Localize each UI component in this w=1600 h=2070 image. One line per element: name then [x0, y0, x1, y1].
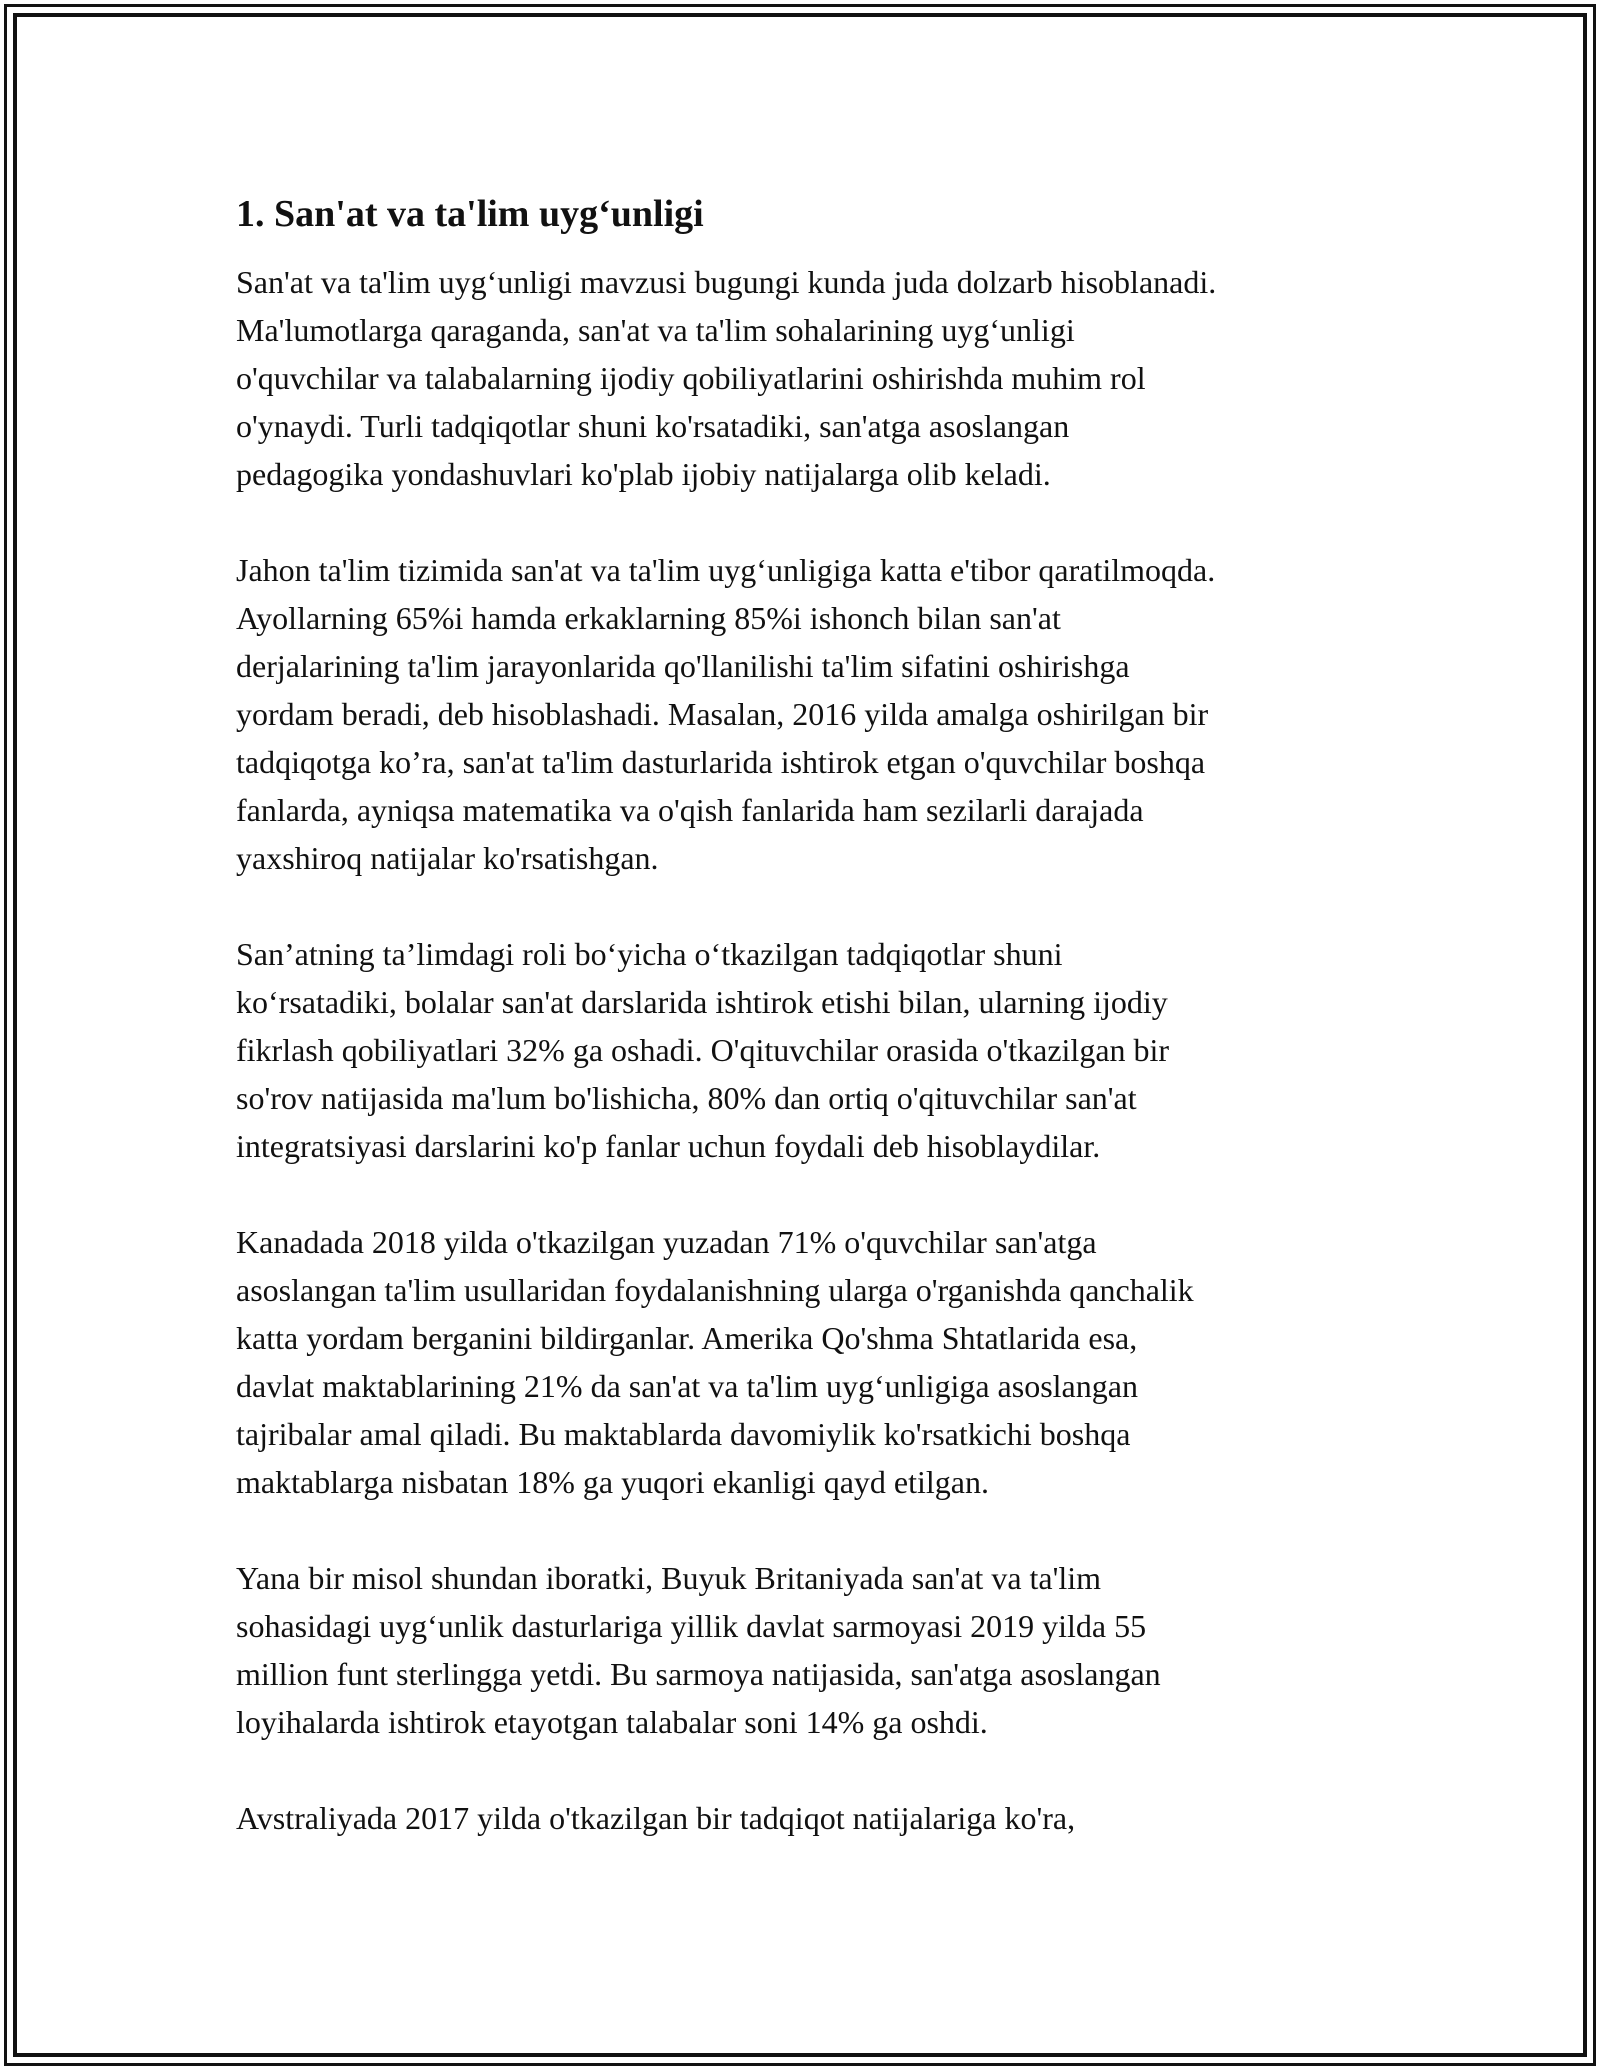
paragraph-line: Ayollarning 65%i hamda erkaklarning 85%i ishonch bilan san'at [236, 600, 1061, 636]
paragraph-line: katta yordam berganini bildirganlar. Amerika Qo'shma Shtatlarida esa, [236, 1320, 1138, 1356]
paragraph-line: fikrlash qobiliyatlari 32% ga oshadi. O'qituvchilar orasida o'tkazilgan bir [236, 1032, 1170, 1068]
paragraph [236, 1218, 1386, 1506]
paragraph-line: fanlarda, ayniqsa matematika va o'qish fanlarida ham sezilarli darajada [236, 792, 1144, 828]
paragraph-line: ko‘rsatadiki, bolalar san'at darslarida ishtirok etishi bilan, ularning ijodiy [236, 984, 1168, 1020]
paragraph-line: maktablarga nisbatan 18% ga yuqori ekanligi qayd etilgan. [236, 1464, 989, 1500]
paragraph-line: Jahon ta'lim tizimida san'at va ta'lim uyg‘unligiga katta e'tibor qaratilmoqda. [236, 552, 1216, 588]
paragraph [236, 546, 1386, 882]
paragraph-line: Kanadada 2018 yilda o'tkazilgan yuzadan 71% o'quvchilar san'atga [236, 1224, 1097, 1260]
paragraph-line: derjalarining ta'lim jarayonlarida qo'llanilishi ta'lim sifatini oshirishga [236, 648, 1130, 684]
paragraph-line: so'rov natijasida ma'lum bo'lishicha, 80% dan ortiq o'qituvchilar san'at [236, 1080, 1137, 1116]
paragraph-line: integratsiyasi darslarini ko'p fanlar uchun foydali deb hisoblaydilar. [236, 1128, 1101, 1164]
paragraph-line: tajribalar amal qiladi. Bu maktablarda davomiylik ko'rsatkichi boshqa [236, 1416, 1131, 1452]
paragraph-line: o'ynaydi. Turli tadqiqotlar shuni ko'rsatadiki, san'atga asoslangan [236, 408, 1070, 444]
paragraph-line: Avstraliyada 2017 yilda o'tkazilgan bir tadqiqot natijalariga ko'ra, [236, 1800, 1076, 1836]
paragraph-line: Ma'lumotlarga qaraganda, san'at va ta'lim sohalarining uyg‘unligi [236, 312, 1075, 348]
paragraph-line: San’atning ta’limdagi roli bo‘yicha o‘tkazilgan tadqiqotlar shuni [236, 936, 1063, 972]
paragraph-line: loyihalarda ishtirok etayotgan talabalar soni 14% ga oshdi. [236, 1704, 988, 1740]
paragraph [236, 258, 1386, 498]
paragraph-line: asoslangan ta'lim usullaridan foydalanishning ularga o'rganishda qanchalik [236, 1272, 1194, 1308]
paragraph-line: davlat maktablarining 21% da san'at va ta'lim uyg‘unligiga asoslangan [236, 1368, 1138, 1404]
paragraph-line: pedagogika yondashuvlari ko'plab ijobiy natijalarga olib keladi. [236, 456, 1051, 492]
paragraph [236, 1794, 1386, 1842]
paragraph-line: sohasidagi uyg‘unlik dasturlariga yillik davlat sarmoyasi 2019 yilda 55 [236, 1608, 1147, 1644]
paragraph-line: million funt sterlingga yetdi. Bu sarmoya natijasida, san'atga asoslangan [236, 1656, 1161, 1692]
paragraph-line: o'quvchilar va talabalarning ijodiy qobiliyatlarini oshirishda muhim rol [236, 360, 1146, 396]
paragraph-line: yordam beradi, deb hisoblashadi. Masalan, 2016 yilda amalga oshirilgan bir [236, 696, 1209, 732]
paragraph-line: Yana bir misol shundan iboratki, Buyuk Britaniyada san'at va ta'lim [236, 1560, 1102, 1596]
paragraphs-container [236, 258, 1386, 1842]
paragraph-line: tadqiqotga ko’ra, san'at ta'lim dasturlarida ishtirok etgan o'quvchilar boshqa [236, 744, 1206, 780]
section-heading: 1. San'at va ta'lim uyg‘unligi [236, 193, 704, 235]
paragraph-line: yaxshiroq natijalar ko'rsatishgan. [236, 840, 659, 876]
paragraph-line: San'at va ta'lim uyg‘unligi mavzusi bugungi kunda juda dolzarb hisoblanadi. [236, 264, 1217, 300]
document-body [236, 188, 1386, 1890]
paragraph [236, 1554, 1386, 1746]
paragraph [236, 930, 1386, 1170]
